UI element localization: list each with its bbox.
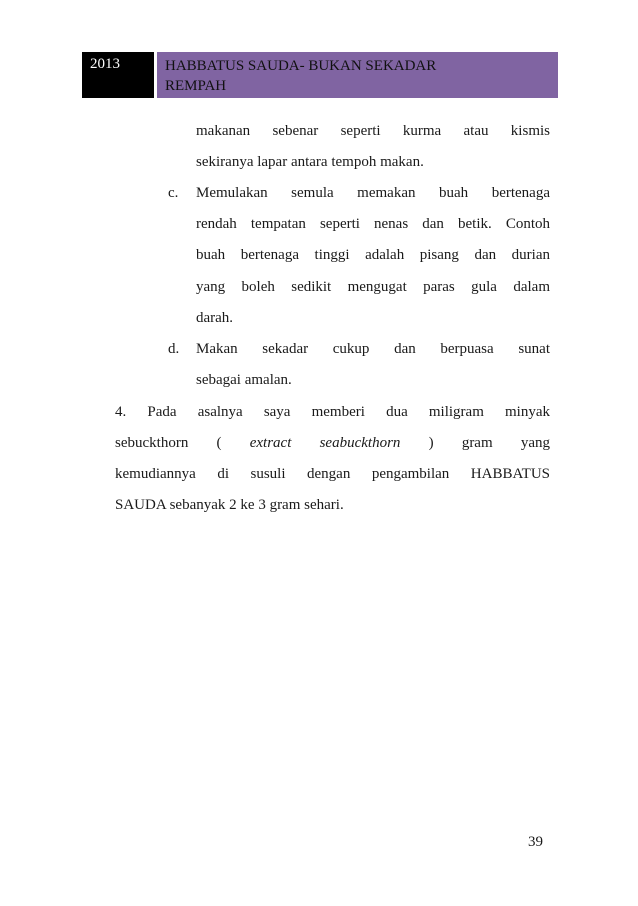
body-line: rendah tempatan seperti nenas dan betik. Contoh [196, 216, 550, 232]
body-line: buah bertenaga tinggi adalah pisang dan durian [196, 247, 550, 263]
body-line: darah. [196, 310, 234, 326]
list-marker-d: d. [168, 341, 180, 357]
header-year: 2013 [82, 52, 154, 98]
italic-term: extract seabuckthorn [249, 435, 401, 451]
body-line: yang boleh sedikit mengugat paras gula dalam [196, 279, 550, 295]
body-line: 4. Pada asalnya saya memberi dua miligram minyak [115, 404, 550, 420]
body-line: SAUDA sebanyak 2 ke 3 gram sehari. [115, 497, 344, 513]
body-line: sekiranya lapar antara tempoh makan. [196, 154, 424, 170]
body-line: Memulakan semula memakan buah bertenaga [196, 185, 550, 201]
header-title-line1: HABBATUS SAUDA- BUKAN SEKADAR [165, 58, 437, 74]
text-run: sebuckthorn ( [115, 435, 250, 451]
text-run: ) gram yang [400, 435, 550, 451]
body-line: kemudiannya di susuli dengan pengambilan HABBATUS [115, 466, 550, 482]
body-line-mixed [115, 433, 550, 453]
body-line: makanan sebenar seperti kurma atau kismis [196, 123, 550, 139]
body-line: sebagai amalan. [196, 372, 292, 388]
page-number: 39 [528, 834, 543, 850]
list-marker-c: c. [168, 185, 179, 201]
body-line: Makan sekadar cukup dan berpuasa sunat [196, 341, 550, 357]
header-title [157, 52, 558, 98]
header-title-line2: REMPAH [165, 78, 227, 94]
